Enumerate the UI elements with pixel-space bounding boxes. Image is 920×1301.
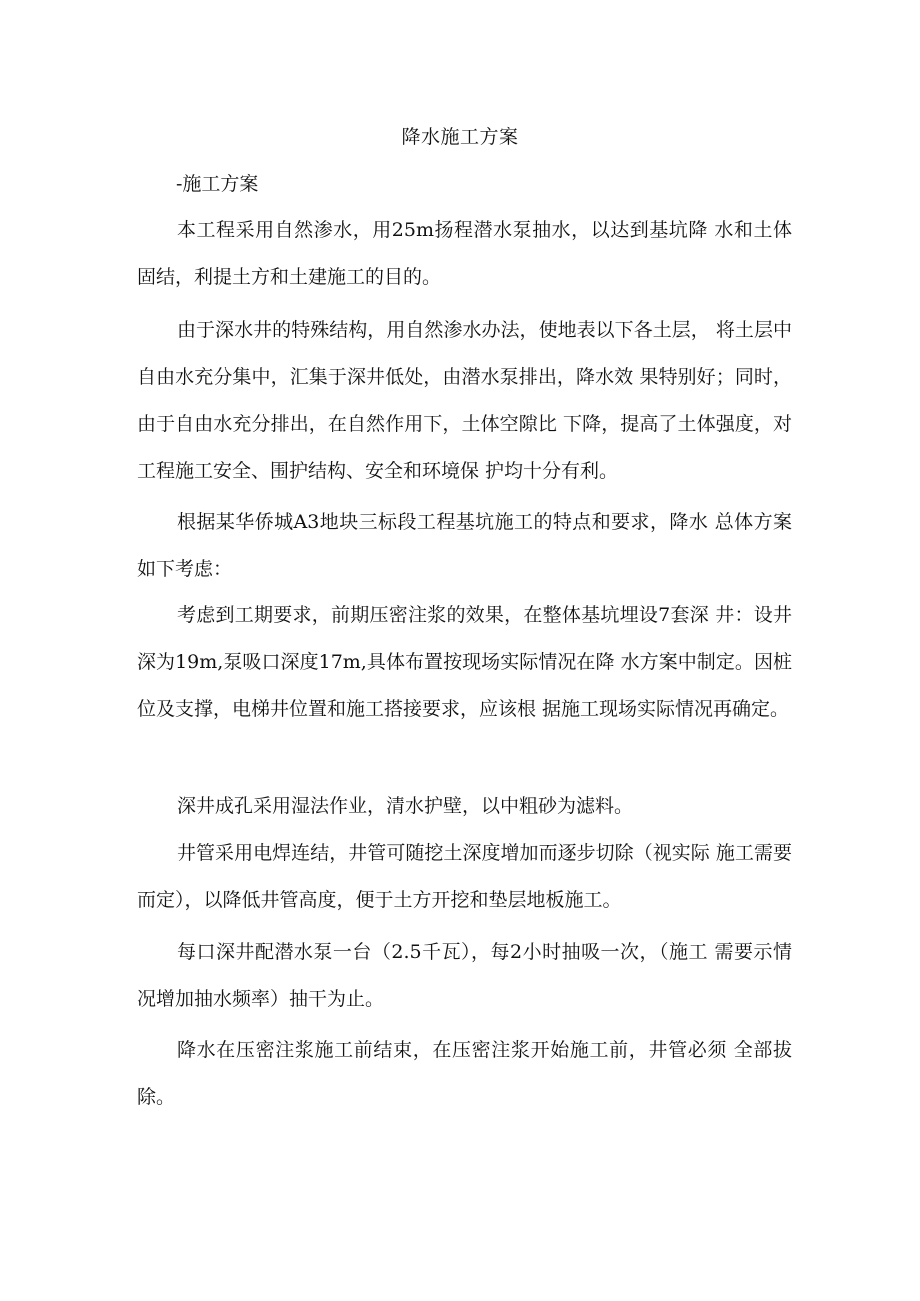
paragraph-pumping-method: 本工程采用自然渗水，用25m扬程潜水泵抽水，以达到基坑降 水和土体固结，利提土方和土建施工的目的。 [137,219,792,288]
section-heading: -施工方案 [176,173,259,195]
paragraph-dewatering-end: 降水在压密注浆施工前结束，在压密注浆开始施工前，井管必须 全部拔除。 [137,1039,792,1108]
paragraph-drilling-method: 深井成孔采用湿法作业，清水护壁，以中粗砂为滤料。 [177,795,634,817]
paragraph-well-pipe: 井管采用电焊连结，井管可随挖土深度增加而逐步切除（视实际 施工需要而定），以降低井管高度，便于土方开挖和垫层地板施工。 [137,842,792,911]
paragraph-deep-well-structure: 由于深水井的特殊结构，用自然渗水办法，使地表以下各土层， 将土层中自由水充分集中，汇集于深井低处，由潜水泵排出，降水效 果特别好；同时，由于自由水充分排出，在自然作用下，土体空隙比 下降，提高了土体强度，对工程施工安全、围护结构、安全和环境保 护均十分有利。 [137,319,792,482]
paragraph-overall-plan: 根据某华侨城A3地块三标段工程基坑施工的特点和要求，降水 总体方案如下考虑： [137,511,792,580]
paragraph-pump-config: 每口深井配潜水泵一台（2.5千瓦），每2小时抽吸一次，（施工 需要示情况增加抽水频率）抽干为止。 [137,941,792,1010]
document-title: 降水施工方案 [401,126,519,148]
paragraph-well-layout: 考虑到工期要求，前期压密注浆的效果，在整体基坑埋设7套深 井：设井深为19m,泵吸口深度17m,具体布置按现场实际情况在降 水方案中制定。因桩位及支撑，电梯井位置和施工搭接要求，应该根 据施工现场实际情况再确定。 [137,604,792,720]
